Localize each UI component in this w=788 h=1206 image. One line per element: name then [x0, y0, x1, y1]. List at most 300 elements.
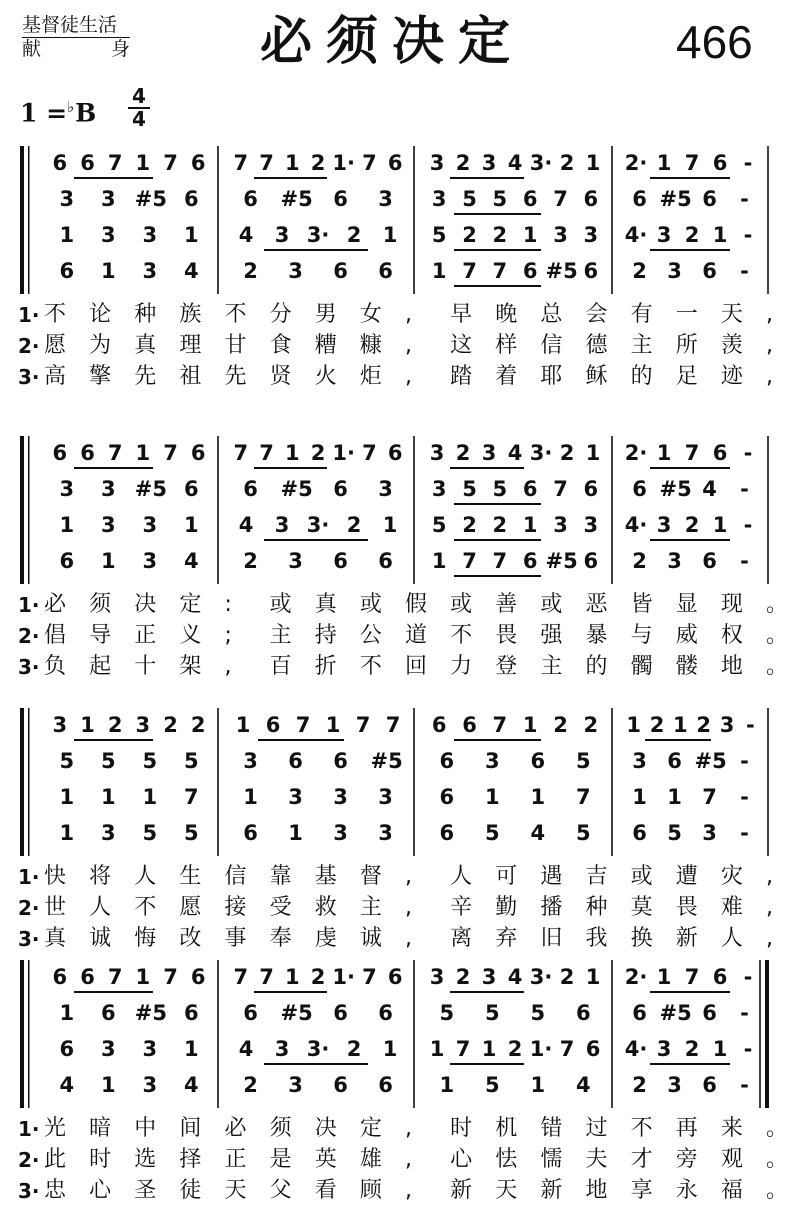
note: 2: [559, 151, 575, 175]
note: 1: [183, 1037, 199, 1061]
lyric-char: 。: [766, 1178, 788, 1203]
lyric-char: 人: [720, 926, 743, 951]
lyric-char: 遭: [675, 864, 698, 889]
note: 4: [238, 1037, 254, 1061]
note: 4·: [624, 223, 648, 247]
beam: [74, 991, 153, 993]
lyric-char: 架: [179, 654, 202, 679]
note: 6: [378, 549, 393, 573]
note: 1: [585, 965, 601, 989]
lyric-char: 天: [224, 1178, 247, 1203]
lyric-char: 公: [359, 623, 382, 648]
note: 3: [288, 785, 303, 809]
note: 6: [712, 441, 728, 465]
lyric-char: 所: [675, 333, 698, 358]
lyric-char: 正: [134, 623, 157, 648]
lyric-char: 时: [450, 1116, 473, 1141]
note: 4: [507, 965, 523, 989]
lyric-char: 高: [44, 364, 67, 389]
system-bracket: [20, 960, 24, 1108]
lyric-char: 稣: [585, 364, 608, 389]
note: 2: [492, 513, 508, 537]
note: 2: [559, 965, 575, 989]
note: 6: [585, 1037, 601, 1061]
note-dash: -: [740, 549, 749, 573]
beam: [454, 213, 541, 215]
note: 4: [530, 821, 546, 845]
lyric-line-1: [14, 1114, 788, 1144]
note: 2: [310, 441, 326, 465]
note: 2: [583, 713, 599, 737]
note: #5: [280, 1001, 313, 1025]
note: 7: [362, 441, 377, 465]
beam: [454, 575, 541, 577]
note: 3: [431, 477, 447, 501]
note: #5: [370, 749, 403, 773]
lyric-char: 威: [675, 623, 698, 648]
note-dash: -: [743, 223, 753, 247]
note: 2: [310, 151, 326, 175]
verse-number: 3·: [18, 365, 40, 389]
beam: [450, 1063, 524, 1065]
verse-number: 2·: [18, 624, 40, 648]
note: #5: [545, 259, 578, 283]
beam: [74, 739, 153, 741]
note: 6: [583, 259, 599, 283]
lyric-char: 播: [540, 895, 563, 920]
note: 1: [288, 821, 303, 845]
note: 7: [462, 549, 477, 573]
lyric-char: 人: [89, 895, 112, 920]
lyric-line-3: [14, 362, 784, 392]
note: 7: [163, 441, 178, 465]
note: 1: [632, 785, 647, 809]
lyric-char: 糟: [314, 333, 337, 358]
note: 3: [100, 187, 116, 211]
note: 3: [142, 223, 158, 247]
note: 1: [656, 151, 672, 175]
lyric-char: 不: [630, 1116, 653, 1141]
lyric-char: 种: [134, 302, 157, 327]
note: 3: [142, 1037, 158, 1061]
lyric-char: ,: [405, 895, 412, 920]
note: 1: [80, 713, 95, 737]
note: 1: [142, 785, 158, 809]
lyric-char: 晚: [495, 302, 518, 327]
note: 6: [265, 713, 281, 737]
note: 3: [702, 821, 717, 845]
note: #5: [134, 477, 167, 501]
lyric-char: 靠: [269, 864, 292, 889]
beam: [454, 739, 541, 741]
note: 3: [378, 821, 393, 845]
note: 1: [59, 821, 75, 845]
note: 7: [492, 259, 508, 283]
note: 6: [243, 1001, 258, 1025]
lyric-char: 享: [630, 1178, 653, 1203]
lyric-char: 人: [450, 864, 473, 889]
note: 6: [702, 1073, 717, 1097]
note: 3·: [306, 513, 330, 537]
note: 6: [59, 1037, 75, 1061]
note: 3: [667, 549, 682, 573]
lyric-char: 天: [720, 302, 743, 327]
lyric-char: 样: [495, 333, 518, 358]
note: 5: [431, 513, 447, 537]
lyric-line-1: [14, 590, 788, 620]
lyric-char: 假: [405, 592, 428, 617]
lyric-char: 真: [44, 926, 67, 951]
note: 3: [656, 513, 672, 537]
lyric-char: ,: [405, 1147, 412, 1172]
beam: [450, 467, 524, 469]
note: 1: [382, 513, 398, 537]
lyric-char: 再: [675, 1116, 698, 1141]
note-dash: -: [745, 713, 755, 737]
beam: [650, 467, 730, 469]
note: 1: [59, 1001, 75, 1025]
note: 3: [52, 713, 68, 737]
note: 6: [378, 1073, 393, 1097]
note: 3·: [306, 1037, 330, 1061]
note: 3: [553, 513, 568, 537]
note: 3: [481, 441, 497, 465]
note: 2: [462, 513, 477, 537]
note: 2: [455, 151, 471, 175]
note: 6: [702, 259, 717, 283]
beam: [645, 739, 711, 741]
lyric-char: 擎: [89, 364, 112, 389]
note: 2: [632, 1073, 647, 1097]
note: 3: [429, 441, 445, 465]
note: 3: [274, 1037, 290, 1061]
note: 3·: [529, 441, 553, 465]
note: 7: [553, 187, 568, 211]
note: 7: [355, 713, 371, 737]
lyric-char: 奉: [269, 926, 292, 951]
system-bracket: [20, 708, 24, 856]
lyric-char: 诚: [89, 926, 112, 951]
lyric-char: 主: [630, 333, 653, 358]
note: 5: [667, 821, 682, 845]
note: 7: [233, 441, 249, 465]
lyric-char: 定: [359, 1116, 382, 1141]
note: 6: [190, 441, 206, 465]
beam: [650, 249, 730, 251]
lyric-char: 受: [269, 895, 292, 920]
note: 5: [100, 749, 116, 773]
lyric-char: ,: [405, 333, 412, 358]
lyric-line-3: [14, 1176, 788, 1206]
note: 3: [719, 713, 735, 737]
note: 1: [135, 965, 151, 989]
note: 6: [462, 713, 477, 737]
note: 3: [100, 821, 116, 845]
note: 6: [522, 187, 538, 211]
note-dash: -: [740, 1001, 749, 1025]
note: 1: [235, 713, 251, 737]
beam: [450, 177, 524, 179]
note: 6: [378, 1001, 393, 1025]
note: 2·: [624, 151, 648, 175]
note-dash: -: [740, 259, 749, 283]
note: 3: [142, 549, 158, 573]
note: 3: [142, 259, 158, 283]
lyric-char: 的: [585, 654, 608, 679]
note: 5: [492, 187, 508, 211]
note: 1: [59, 513, 75, 537]
note: 2: [559, 441, 575, 465]
note: 7: [559, 1037, 575, 1061]
note: 4: [183, 549, 199, 573]
note: 6: [431, 713, 447, 737]
note-dash: -: [740, 821, 749, 845]
lyric-char: 的: [630, 364, 653, 389]
time-signature: 4 4: [128, 86, 150, 130]
lyric-char: 不: [359, 654, 382, 679]
beam: [454, 503, 541, 505]
lyric-char: 。: [766, 654, 788, 679]
beam: [264, 1063, 368, 1065]
note: 6: [439, 749, 455, 773]
lyric-char: ,: [766, 926, 773, 951]
note: 3: [431, 187, 447, 211]
note: 3: [429, 965, 445, 989]
lyric-char: ,: [224, 654, 232, 679]
lyric-char: 遇: [540, 864, 563, 889]
note: 7: [107, 965, 123, 989]
note: 7: [702, 785, 717, 809]
note: 5: [575, 821, 591, 845]
note: 6: [333, 1073, 348, 1097]
lyric-char: 与: [630, 623, 653, 648]
note: 3: [100, 223, 116, 247]
lyric-char: 父: [269, 1178, 292, 1203]
note: 1·: [332, 965, 355, 989]
lyric-char: 分: [269, 302, 292, 327]
note: #5: [134, 1001, 167, 1025]
beam: [254, 467, 327, 469]
note: 7: [107, 151, 123, 175]
lyric-char: 善: [495, 592, 518, 617]
note-dash: -: [740, 477, 749, 501]
beam: [650, 991, 730, 993]
note: 6: [333, 749, 348, 773]
note: 3: [481, 151, 497, 175]
lyric-char: 定: [179, 592, 202, 617]
note: 7: [183, 785, 199, 809]
note-dash: -: [740, 187, 749, 211]
note: 1: [325, 713, 341, 737]
note: 1: [100, 785, 116, 809]
note: 3: [667, 259, 682, 283]
lyric-char: 女: [359, 302, 382, 327]
lyric-char: 怯: [495, 1147, 518, 1172]
lyric-char: ,: [766, 333, 773, 358]
lyric-char: 种: [585, 895, 608, 920]
note: 5: [484, 1073, 500, 1097]
note: 7: [684, 965, 700, 989]
note: 4: [238, 513, 254, 537]
note: 5: [575, 749, 591, 773]
note: 3: [333, 821, 348, 845]
lyric-char: 。: [766, 1147, 788, 1172]
hymn-number: 466: [676, 16, 753, 68]
lyric-char: 地: [720, 654, 743, 679]
lyric-char: ,: [405, 1116, 412, 1141]
note: 7: [492, 549, 508, 573]
lyric-char: 辛: [450, 895, 473, 920]
note: 3: [59, 477, 75, 501]
note: 1: [585, 441, 601, 465]
lyric-char: 中: [134, 1116, 157, 1141]
verse-number: 1·: [18, 1117, 40, 1141]
lyric-char: 踏: [450, 364, 473, 389]
lyric-char: 换: [630, 926, 653, 951]
note: 3: [333, 785, 348, 809]
lyric-char: 起: [89, 654, 112, 679]
note: 1·: [332, 151, 355, 175]
note: 6: [583, 477, 599, 501]
note: 1: [656, 441, 672, 465]
lyric-char: 旧: [540, 926, 563, 951]
lyric-char: 或: [269, 592, 292, 617]
lyric-char: 我: [585, 926, 608, 951]
note: 5: [59, 749, 75, 773]
note: 2: [346, 1037, 362, 1061]
note: 4·: [624, 1037, 648, 1061]
lyric-char: 机: [495, 1116, 518, 1141]
note: 1: [284, 441, 300, 465]
lyric-char: 诚: [359, 926, 382, 951]
lyric-char: ,: [405, 302, 412, 327]
note: 6: [583, 549, 599, 573]
note: 5: [142, 821, 158, 845]
note: 2: [346, 513, 362, 537]
note: 4: [183, 259, 199, 283]
lyric-char: 有: [630, 302, 653, 327]
lyric-char: 炬: [359, 364, 382, 389]
lyric-char: 义: [179, 623, 202, 648]
note: 6: [333, 259, 348, 283]
lyric-char: ,: [766, 895, 773, 920]
lyric-char: 真: [314, 592, 337, 617]
note: 6: [80, 441, 95, 465]
note: 1: [284, 965, 300, 989]
beam: [454, 249, 541, 251]
lyric-char: 食: [269, 333, 292, 358]
lyric-char: 先: [134, 364, 157, 389]
lyric-char: 祖: [179, 364, 202, 389]
lyric-char: 顾: [359, 1178, 382, 1203]
note: 3: [100, 513, 116, 537]
note: 6: [52, 965, 68, 989]
lyric-char: 选: [134, 1147, 157, 1172]
lyric-char: 世: [44, 895, 67, 920]
beam: [650, 1063, 730, 1065]
lyric-char: 督: [359, 864, 382, 889]
lyric-char: 持: [314, 623, 337, 648]
note: 1: [100, 549, 116, 573]
note: 1: [522, 513, 538, 537]
book-category-main: 基督徒生活: [22, 14, 130, 38]
note: 5: [530, 1001, 546, 1025]
lyric-char: 倡: [44, 623, 67, 648]
note: 7: [462, 259, 477, 283]
note: 3: [656, 223, 672, 247]
note: 6: [80, 151, 95, 175]
lyric-char: 正: [224, 1147, 247, 1172]
note: 2: [696, 713, 711, 737]
note: 3: [656, 1037, 672, 1061]
lyric-char: 不: [450, 623, 473, 648]
note: #5: [659, 1001, 692, 1025]
note: 6: [522, 477, 538, 501]
note: 2: [684, 223, 700, 247]
note: 1: [135, 151, 151, 175]
lyric-char: 德: [585, 333, 608, 358]
note: 6: [522, 549, 538, 573]
lyric-char: 。: [766, 1116, 788, 1141]
lyric-line-3: [14, 652, 788, 682]
note: 3: [378, 477, 393, 501]
note: 7: [553, 477, 568, 501]
lyric-char: ,: [766, 364, 773, 389]
lyric-char: 折: [314, 654, 337, 679]
note: 6: [183, 187, 199, 211]
lyric-char: 男: [314, 302, 337, 327]
lyric-char: 可: [495, 864, 518, 889]
note: 1: [135, 441, 151, 465]
note: #5: [280, 477, 313, 501]
lyric-char: 吉: [585, 864, 608, 889]
final-barline-thick: [765, 960, 769, 1108]
note: 2: [455, 965, 471, 989]
lyric-char: 雄: [359, 1147, 382, 1172]
lyric-char: 总: [540, 302, 563, 327]
lyric-char: ,: [405, 364, 412, 389]
note: 1: [243, 785, 258, 809]
lyric-line-2: [14, 1145, 788, 1175]
lyric-char: 主: [540, 654, 563, 679]
note: 6: [333, 477, 348, 501]
lyric-char: 时: [89, 1147, 112, 1172]
lyric-char: 圣: [134, 1178, 157, 1203]
lyric-char: 快: [44, 864, 67, 889]
note: 6: [190, 965, 206, 989]
note: 3: [481, 965, 497, 989]
note: 1: [481, 1037, 497, 1061]
lyric-char: 天: [495, 1178, 518, 1203]
note: 7: [492, 713, 508, 737]
note: 4: [59, 1073, 75, 1097]
note: 2: [632, 549, 647, 573]
note: 4: [575, 1073, 591, 1097]
lyric-char: 错: [540, 1116, 563, 1141]
lyric-char: 间: [179, 1116, 202, 1141]
lyric-char: 英: [314, 1147, 337, 1172]
book-category: [22, 14, 130, 60]
lyric-char: 徒: [179, 1178, 202, 1203]
lyric-char: 救: [314, 895, 337, 920]
note: 6: [387, 151, 403, 175]
note: 6: [667, 749, 682, 773]
note: 7: [575, 785, 591, 809]
lyric-char: 悔: [134, 926, 157, 951]
lyric-char: 过: [585, 1116, 608, 1141]
note: 5: [484, 1001, 500, 1025]
note: 1: [530, 785, 546, 809]
